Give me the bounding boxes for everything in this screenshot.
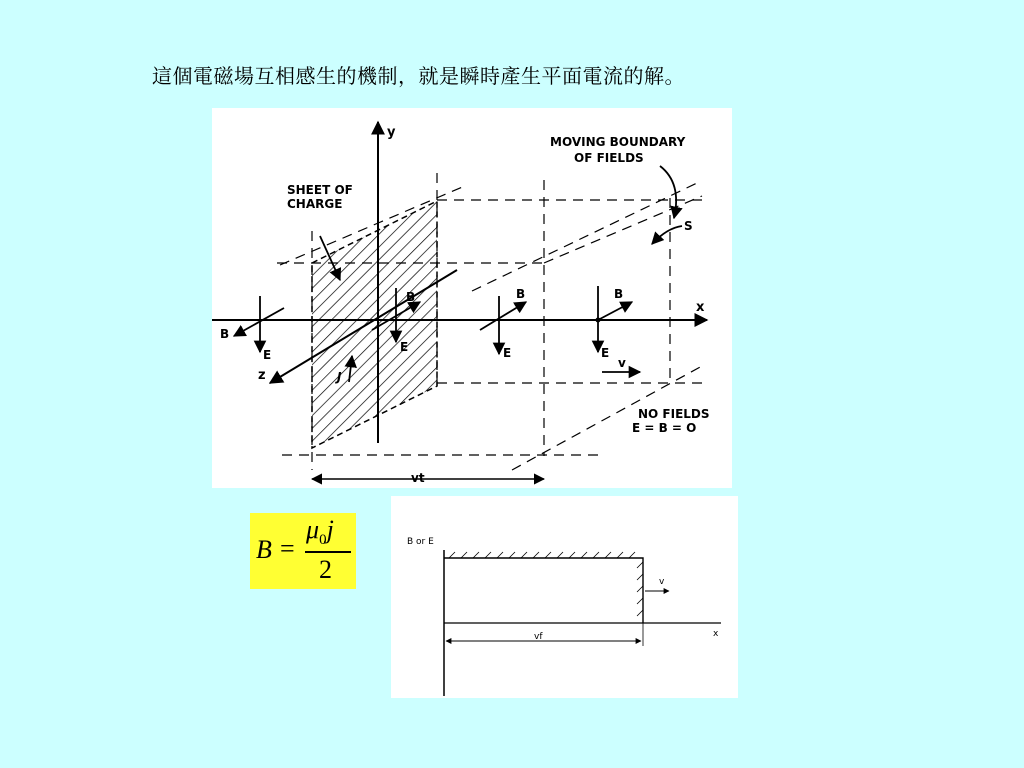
no-fields-label: NO FIELDS	[638, 407, 710, 421]
graph-x-label: x	[713, 629, 719, 639]
e-label-4: E	[601, 346, 610, 360]
moving-front-point	[596, 318, 601, 323]
graph-y-label: B or E	[407, 537, 434, 547]
b-label-3: B	[516, 287, 526, 301]
y-axis-label: y	[387, 125, 396, 140]
s-label: S	[684, 219, 693, 233]
v-label: v	[618, 356, 626, 370]
boundary-label-1: MOVING BOUNDARY	[550, 135, 686, 149]
field-formula	[250, 513, 356, 589]
z-axis-label: z	[258, 368, 266, 383]
b-label-1: B	[220, 327, 230, 341]
field-profile-graph	[391, 496, 738, 698]
s-pointer-arrow	[652, 226, 682, 244]
no-fields-formula: E = B = O	[632, 421, 697, 435]
profile-hatching	[449, 552, 643, 616]
field-profile-graph-svg	[391, 496, 738, 698]
j-label: J	[337, 370, 342, 384]
sheet-label-1: SHEET OF	[287, 183, 353, 197]
b-field-arrow-4	[598, 302, 632, 320]
graph-v-label: v	[659, 577, 665, 587]
formula-mu-subscript: 0	[319, 532, 327, 549]
formula-mu: μ	[306, 515, 320, 544]
vt-label: vt	[411, 471, 425, 485]
plane-wave-diagram-svg	[212, 108, 732, 488]
field-profile-curve	[444, 558, 643, 623]
x-axis-label: x	[696, 300, 705, 315]
plane-wave-diagram	[212, 108, 732, 488]
b-label-2: B	[406, 290, 416, 304]
graph-vt-label: vf	[534, 632, 543, 642]
e-label-3: E	[503, 346, 512, 360]
e-label-2: E	[400, 340, 409, 354]
boundary-pointer-arrow	[660, 166, 676, 218]
formula-fraction-bar	[305, 551, 351, 553]
formula-denominator: 2	[319, 555, 332, 584]
b-field-arrow-1	[234, 308, 284, 336]
sheet-of-charge	[312, 201, 437, 448]
e-label-1: E	[263, 348, 272, 362]
formula-j: j	[326, 515, 334, 544]
boundary-label-2: OF FIELDS	[574, 151, 644, 165]
formula-equals: =	[280, 534, 295, 563]
b-label-4: B	[614, 287, 624, 301]
b-field-arrow-3	[480, 302, 526, 330]
formula-lhs: B	[256, 535, 272, 564]
formula-numerator	[306, 515, 334, 549]
slide-caption: 這個電磁場互相感生的機制，就是瞬時產生平面電流的解。	[152, 64, 685, 88]
sheet-label-2: CHARGE	[287, 197, 343, 211]
